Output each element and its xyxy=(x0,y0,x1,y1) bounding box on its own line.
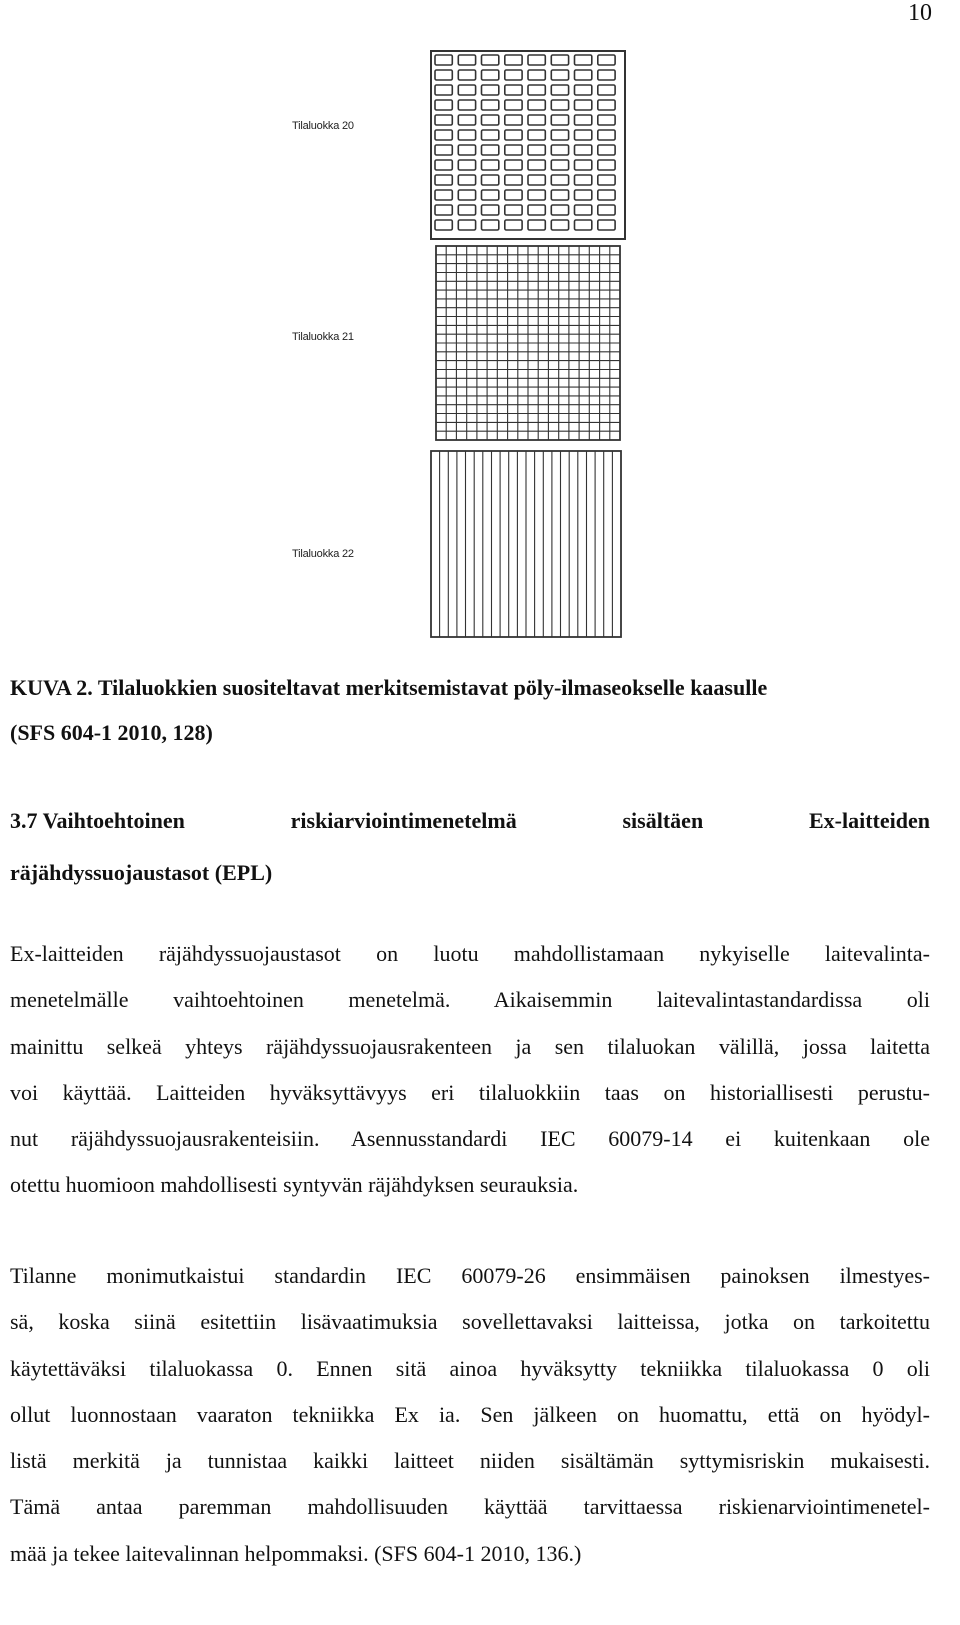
caption-line-1: KUVA 2. Tilaluokkien suositeltavat merkitsemistavat pöly-ilmaseokselle kaasulle xyxy=(10,675,768,700)
heading-line-2: räjähdyssuojaustasot (EPL) xyxy=(10,860,273,885)
section-heading xyxy=(10,795,930,899)
heading-word-3: sisältäen xyxy=(622,808,704,833)
paragraph-1-line: nut räjähdyssuojausrakenteisiin. Asennusstandardi IEC 60079-14 ei kuitenkaan ole xyxy=(10,1126,930,1152)
paragraph-2-line: mää ja tekee laitevalinnan helpommaksi. (SFS 604-1 2010, 136.) xyxy=(10,1540,582,1566)
paragraph-1-line: Ex-laitteiden räjähdyssuojaustasot on luotu mahdollistamaan nykyiselle laitevalinta- xyxy=(10,941,930,966)
paragraph-2 xyxy=(10,1253,930,1577)
paragraph-1-line: otettu huomioon mahdollisesti syntyvän räjähdyksen seurauksia. xyxy=(10,1172,579,1198)
paragraph-2-line: Tämä antaa paremman mahdollisuuden käyttää tarvittaessa riskienarviointimenetel- xyxy=(10,1494,930,1520)
paragraph-2-line: listä merkitä ja tunnistaa kaikki laitteet niiden sisältämän syttymisriskin mukaisesti. xyxy=(10,1448,930,1474)
paragraph-2-line: Tilanne monimutkaistui standardin IEC 60079-26 ensimmäisen painoksen ilmestyes- xyxy=(10,1263,930,1288)
paragraph-2-line: sä, koska siinä esitettiin lisävaatimuksia sovellettavaksi laitteissa, jotka on tarkoitettu xyxy=(10,1309,930,1335)
paragraph-1 xyxy=(10,931,930,1209)
heading-word-4: Ex-laitteiden xyxy=(808,808,930,833)
paragraph-2-line: ollut luonnostaan vaaraton tekniikka Ex ia. Sen jälkeen on huomattu, että on hyödyl- xyxy=(10,1401,930,1427)
page-number: 10 xyxy=(908,0,932,26)
heading-first: 3.7 Vaihtoehtoinen xyxy=(10,808,185,833)
zone-22-label: Tilaluokka 22 xyxy=(292,548,354,560)
zone-20-square-pattern xyxy=(430,50,626,240)
zone-marking-figure xyxy=(280,45,680,655)
heading-word-2: riskiarviointimenetelmä xyxy=(290,808,517,833)
zone-21-label: Tilaluokka 21 xyxy=(292,331,354,343)
paragraph-1-line: voi käyttää. Laitteiden hyväksyttävyys eri tilaluokkiin taas on historiallisesti perustu- xyxy=(10,1079,930,1105)
caption-line-2: (SFS 604-1 2010, 128) xyxy=(10,720,213,745)
zone-22-stripe-pattern xyxy=(430,450,622,638)
figure-caption xyxy=(10,665,940,755)
paragraph-2-line: käytettäväksi tilaluokassa 0. Ennen sitä ainoa hyväksytty tekniikka tilaluokassa 0 oli xyxy=(10,1355,930,1381)
paragraph-1-line: mainittu selkeä yhteys räjähdyssuojausrakenteen ja sen tilaluokan välillä, jossa laitetta xyxy=(10,1033,930,1059)
zone-21-grid-pattern xyxy=(435,245,621,441)
paragraph-1-line: menetelmälle vaihtoehtoinen menetelmä. Aikaisemmin laitevalintastandardissa oli xyxy=(10,987,930,1013)
zone-20-label: Tilaluokka 20 xyxy=(292,120,354,132)
